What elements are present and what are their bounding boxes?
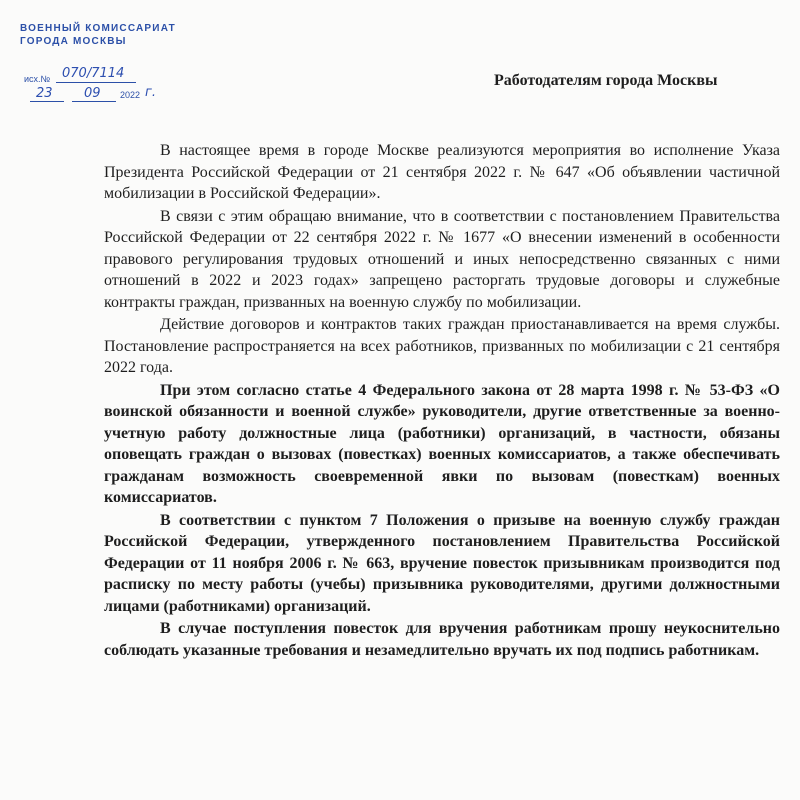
paragraph-2: В связи с этим обращаю внимание, что в соответствии с постановлением Правительства Российской Федерации от 22 сентября 2022 г. № 1677 «О внесении изменений в особенности правового регулирования трудовых отношений и иных непосредственно связанных с ними отношений в 2022 и 2023 годах» запрещено расторгать трудовые договоры и служебные контракты граждан, призванных на военную службу по мобилизации. [104,207,780,311]
ref-date-day: 23 [36,86,53,101]
stamp-line-1: ВОЕННЫЙ КОМИССАРИАТ [20,23,176,34]
ref-date-year: 2022 [120,90,141,100]
ref-date-year-suffix: г. [145,85,156,100]
ref-date-day-underline [30,101,64,102]
ref-number: 070/7114 [62,66,125,81]
paragraph-6: В случае поступления повесток для вручения работникам прошу неукоснительно соблюдать указанные требования и незамедлительно вручать их под подпись работникам. [104,620,780,659]
ref-number-underline [56,82,136,83]
ref-date-month-underline [72,101,116,102]
paragraph-5: В соответствии с пунктом 7 Положения о призыве на военную службу граждан Российской Федерации, утвержденного постановлением Правительства Российской Федерации от 11 ноября 2006 г. № 663, вручение повесток призывникам производится под расписку по месту работы (учебы) призывника руководителями, другими должностными лицами (работниками) организаций. [104,511,780,615]
ref-date-month: 09 [84,86,101,101]
addressee: Работодателям города Москвы [494,72,718,89]
paragraph-4: При этом согласно статье 4 Федерального закона от 28 марта 1998 г. № 53-ФЗ «О воинской обязанности и военной службе» руководители, другие ответственные за военно-учетную работу должностные лица (работники) организаций, в частности, обязаны оповещать граждан о вызовах (повестках) военных комиссариатов, а также обеспечивать гражданам возможность своевременной явки по вызовам (повесткам) военных комиссариатов. [104,381,780,506]
issuer-stamp [20,22,176,48]
letter-body [104,140,780,661]
ref-number-prefix: исх.№ [24,74,51,84]
stamp-line-2: ГОРОДА МОСКВЫ [20,36,127,47]
paragraph-1: В настоящее время в городе Москве реализуются мероприятия во исполнение Указа Президента Российской Федерации от 21 сентября 2022 г. № 647 «Об объявлении частичной мобилизации в Российской Федерации». [104,142,780,202]
paragraph-3: Действие договоров и контрактов таких граждан приостанавливается на время службы. Постановление распространяется на всех работников, призванных по мобилизации с 21 сентября 2022 года. [104,316,780,376]
